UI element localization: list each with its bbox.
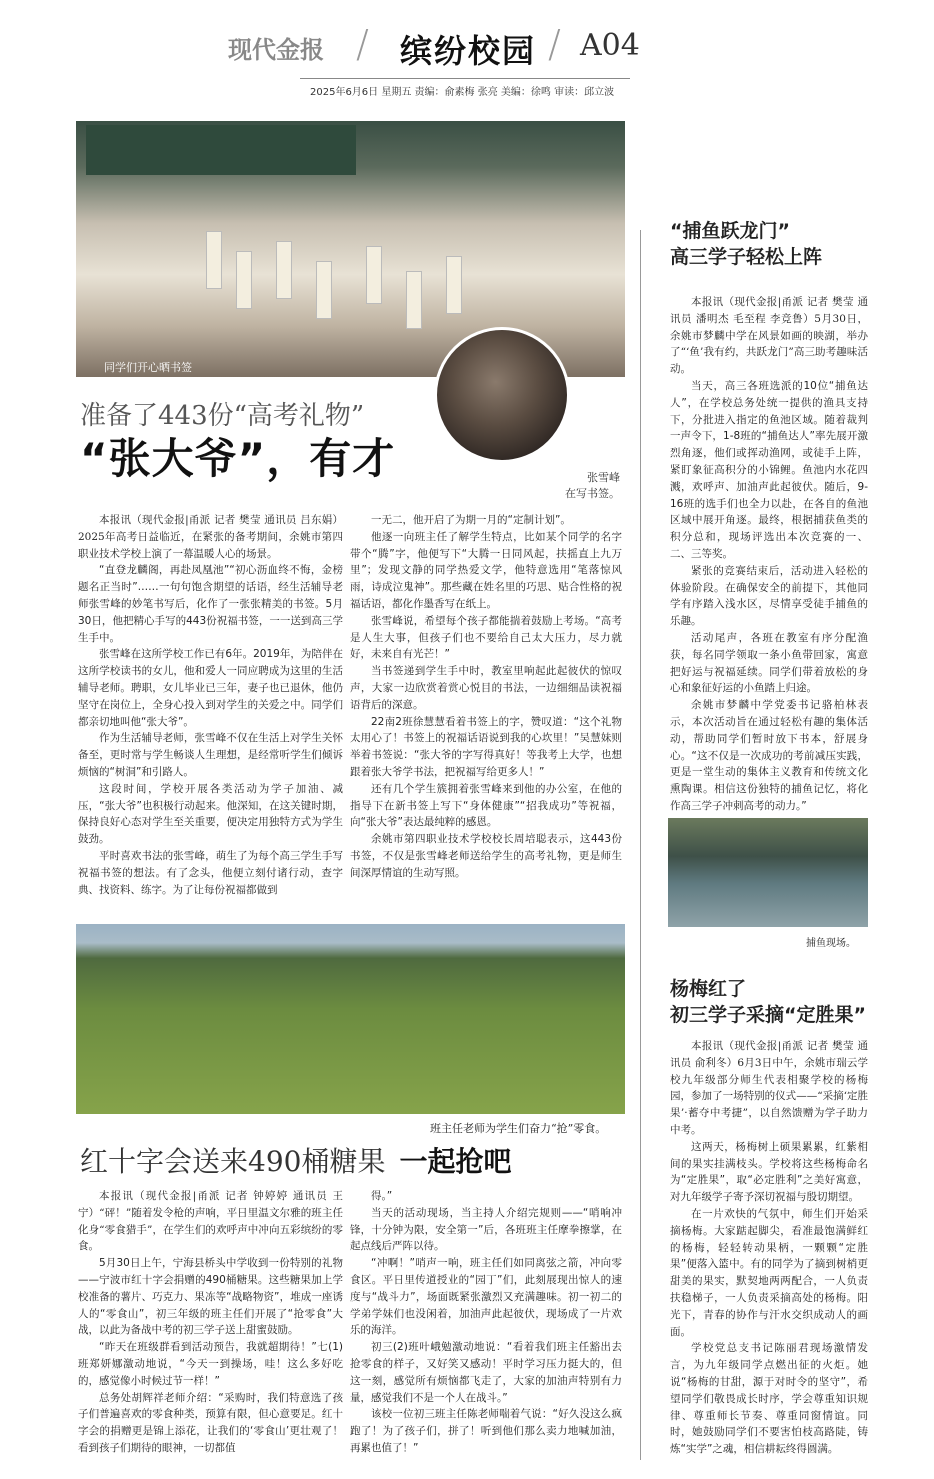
photo-caption: 捕鱼现场。 <box>806 938 856 949</box>
column-divider <box>640 230 641 1460</box>
paragraph: 余姚市梦麟中学党委书记骆柏林表示，本次活动旨在通过轻松有趣的集体活动，帮助同学们暂时放下书本，舒展身心。“这不仅是一次成功的考前减压实践，更是一堂生动的集体主义教育和传统文化熏陶课。相信这份独特的捕鱼记忆，将化作高三学子冲刺高考的动力。” <box>670 699 868 812</box>
paragraph: “昨天在班级群看到活动预告，我就超期待！”七(1)班郑妍娜激动地说，“今天一到操场，哇！这么多好吃的，感觉像小时候过节一样！” <box>78 1341 343 1387</box>
masthead-divider: / <box>548 22 561 66</box>
photo-caption: 班主任老师为学生们奋力“抢”零食。 <box>430 1122 607 1135</box>
paragraph: 该校一位初三班主任陈老师喘着气说：“好久没这么疯跑了！为了孩子们，拼了！听到他们那么卖力地喊加油，再累也值了！” <box>350 1408 622 1454</box>
paragraph: 这两天，杨梅树上硕果累累，红紫相间的果实挂满枝头。学校将这些杨梅命名为“定胜果”，取“必定胜利”之美好寓意，对九年级学子寄予深切祝福与殷切期望。 <box>670 1140 868 1204</box>
paragraph: 学校党总支书记陈丽君现场激情发言，为九年级同学点燃出征的火炬。她说“杨梅的甘甜，源于对时令的坚守”，希望同学们敬畏成长时序，学会尊重知识规律、尊重师长节奏、尊重同窗情谊。同时，她鼓励同学们不要害怕枝高路陡，铸炼“实学”之魂，相信耕耘终得圆满。 <box>670 1342 868 1456</box>
paragraph: 当天的活动现场，当主持人介绍完规则——“哨响冲锋，十分钟为限，安全第一”后，各班班主任摩拳擦掌，在起点线后严阵以待。 <box>350 1206 622 1253</box>
paragraph: 当天，高三各班选派的10位“捕鱼达人”，在学校总务处统一提供的渔具支持下，分批进入指定的鱼池区域。随着裁判一声令下，1-8班的“捕鱼达人”率先展开激烈角逐，他们或挥动渔网，或徒手上阵，紧盯象征高积分的小锦鲤。鱼池内水花四溅，欢呼声、加油声此起彼伏。随后，9-16班的选手们也全力以赴，在各自的鱼池区域中展开角逐。最终，根据捕获鱼类的积分总和，现场评选出本次竞赛的一、二、三等奖。 <box>670 379 868 560</box>
paragraph: 本报讯（现代金报|甬派 记者 钟婷婷 通讯员 王宁）“砰！”随着发令枪的声响，平日里温文尔雅的班主任化身“零食猎手”，在学生们的欢呼声中冲向五彩缤纷的零食。 <box>78 1190 343 1253</box>
paragraph: 这段时间，学校开展各类活动为学子加油、减压，“张大爷”也积极行动起来。他深知，在这关键时期，保持良好心态对学生至关重要，便决定用独特方式为学生鼓劲。 <box>78 782 343 846</box>
story2-headline: 红十字会送来490桶糖果 一起抢吧 <box>80 1145 512 1178</box>
paragraph: 余姚市第四职业技术学校校长周培聪表示，这443份书签，不仅是张雪峰老师送给学生的高考礼物，更是师生间深厚情谊的生动写照。 <box>350 833 622 879</box>
paragraph: 还有几个学生簇拥着张雪峰来到他的办公室，在他的指导下在新书签上写下“身体健康”“招我成功”等祝福，向“张大爷”表达最纯粹的感恩。 <box>350 782 622 829</box>
story3-headline: “捕鱼跃龙门” 高三学子轻松上阵 <box>670 220 823 268</box>
paragraph: 作为生活辅导老师，张雪峰不仅在生活上对学生关怀备至，更时常与学生畅谈人生理想，是经常听学生们倾诉烦恼的“树洞”和引路人。 <box>78 732 343 778</box>
paragraph: “冲啊！”哨声一响，班主任们如同离弦之箭，冲向零食区。平日里传道授业的“园丁”们，此刻展现出惊人的速度与“战斗力”，场面既紧张激烈又充满趣味。初一初二的学弟学妹们也没闲着，加油声此起彼伏，现场成了一片欢乐的海洋。 <box>350 1257 622 1337</box>
story1-column-1 <box>78 512 343 898</box>
story1-headline: “张大爷”，有才 <box>80 434 396 483</box>
story4-headline: 杨梅红了 初三学子采摘“定胜果” <box>670 978 866 1026</box>
photo-caption: 同学们开心晒书签 <box>104 361 192 374</box>
teachers-grab-snacks-photo <box>76 924 625 1114</box>
paragraph: 本报讯（现代金报|甬派 记者 樊莹 通讯员 潘明杰 毛至程 李竞鲁）5月30日，余姚市梦麟中学在风景如画的映湖，举办了“‘鱼’我有约，共跃龙门”高三助考趣味活动。 <box>670 296 868 376</box>
story1-subheadline: 准备了443份“高考礼物” <box>80 401 365 431</box>
paragraph: 本报讯（现代金报|甬派 记者 樊莹 通讯员 俞利冬）6月3日中午，余姚市瑞云学校九年级部分师生代表相聚学校的杨梅园，参加了一场特别的仪式——“采摘‘定胜果’·蓄夺中考捷”，以自然馈赠为学子助力中考。 <box>670 1040 868 1136</box>
paragraph: 张雪峰说，希望每个孩子都能揣着鼓励上考场。“高考是人生大事，但孩子们也不要给自己太大压力，尽力就好，未来自有光芒！” <box>350 614 622 661</box>
newspaper-name: 现代金报 <box>228 35 324 64</box>
paragraph: 在一片欢快的气氛中，师生们开始采摘杨梅。大家踮起脚尖，看准最饱满鲜红的杨梅，轻轻转动果柄，一颗颗“定胜果”便落入篮中。有的同学为了摘到树梢更甜美的果实，默契地两两配合，一人负责扶稳梯子，一人负责采摘高处的杨梅。阳光下，青春的协作与汗水交织成动人的画面。 <box>670 1207 868 1338</box>
paragraph: 一无二，他开启了为期一月的“定制计划”。 <box>371 514 571 526</box>
paragraph: 初三(2)班叶峨勉激动地说：“看着我们班主任豁出去抢零食的样子，又好笑又感动！平时学习压力挺大的，但这一刻，感觉所有烦恼都飞走了，大家的加油声特别有力量，感觉我们不是一个人在战斗。” <box>350 1341 622 1404</box>
dateline: 2025年6月6日 星期五 责编：俞素梅 张亮 美编：徐鸣 审读：邱立波 <box>310 87 615 98</box>
paragraph: 他逐一向班主任了解学生特点，比如某个同学的名字带个“腾”字，他便写下“大腾一日同风起，扶摇直上九万里”；发现文静的同学热爱文学，他特意选用“笔落惊风雨，诗成泣鬼神”。那些藏在姓名里的巧思、贴合性格的祝福话语，都化作墨香写在纸上。 <box>350 530 622 610</box>
story4-body <box>670 1038 868 1458</box>
paragraph: 5月30日上午，宁海县桥头中学收到一份特别的礼物——宁波市红十字会捐赠的490桶糖果。这些糖果加上学校准备的薯片、巧克力、果冻等“战略物资”，堆成一座诱人的“零食山”，初三年级的班主任们开展了“抢零食”大战，以此为备战中考的初三学子送上甜蜜鼓励。 <box>78 1257 343 1337</box>
teacher-portrait-photo <box>434 327 570 463</box>
masthead-divider: / <box>356 22 369 66</box>
masthead-rule <box>300 78 630 79</box>
fishing-photo <box>668 818 868 927</box>
paragraph: 本报讯（现代金报|甬派 记者 樊莹 通讯员 吕东娟）2025年高考日益临近，在紧张的备考期间，余姚市第四职业技术学校上演了一幕温暖人心的场景。 <box>78 514 343 560</box>
story2-column-1 <box>78 1188 343 1457</box>
students-bookmark-photo <box>76 121 625 377</box>
paragraph: 紧张的竞赛结束后，活动进入轻松的体验阶段。在确保安全的前提下，其他同学有序踏入浅水区，尽情享受徒手捕鱼的乐趣。 <box>670 564 868 628</box>
page-number: A04 <box>580 28 640 63</box>
story2-column-2 <box>350 1188 622 1457</box>
section-name: 缤纷校园 <box>400 32 537 70</box>
story1-column-2 <box>350 512 622 882</box>
paragraph: “直登龙麟阁，再赴凤凰池”“初心沥血终不悔，金榜题名正当时”……一句句饱含期望的话语，经生活辅导老师张雪峰的妙笔书写后，化作了一张张精美的书签。5月30日，他把精心手写的443份祝福书签，一一送到高三学生手中。 <box>78 564 343 644</box>
paragraph: 活动尾声，各班在教室有序分配渔获，每名同学领取一条小鱼带回家，寓意把好运与祝福延续。同学们带着放松的身心和象征好运的小鱼踏上归途。 <box>670 631 868 695</box>
paragraph: 当书签递到学生手中时，教室里响起此起彼伏的惊叹声，大家一边欣赏着赏心悦目的书法，一边细细品读祝福语背后的深意。 <box>350 665 622 711</box>
story3-body <box>670 294 868 815</box>
paragraph: 张雪峰在这所学校工作已有6年。2019年，为陪伴在这所学校读书的女儿，他和爱人一同应聘成为这里的生活辅导老师。聘职，女儿毕业已三年，妻子也已退休，他仍坚守在岗位上，全身心投入到对学生的关爱之中。同学们都亲切地叫他“张大爷”。 <box>78 648 343 728</box>
paragraph: 22南2班徐慧慧看着书签上的字，赞叹道：“这个礼物太用心了！书签上的祝福话语说到我的心坎里！”吴慧妹则举着书签说：“张大爷的字写得真好！等我考上大学，也想跟着张大爷学书法，把祝福写给更多人！” <box>350 715 622 778</box>
paragraph: 得。” <box>371 1190 393 1202</box>
paragraph: 总务处胡辉祥老师介绍：“采购时，我们特意选了孩子们普遍喜欢的零食种类，预算有限，但心意要足。红十字会的捐赠更是锦上添花，让我们的‘零食山’更壮观了！看到孩子们期待的眼神，一切都值 <box>78 1391 343 1454</box>
portrait-caption: 张雪峰 在写书签。 <box>565 471 620 500</box>
paragraph: 平时喜欢书法的张雪峰，萌生了为每个高三学生手写祝福书签的想法。有了念头，他便立刻付诸行动，查字典、找资料、练字。为了让每份祝福都做到 <box>78 849 343 896</box>
